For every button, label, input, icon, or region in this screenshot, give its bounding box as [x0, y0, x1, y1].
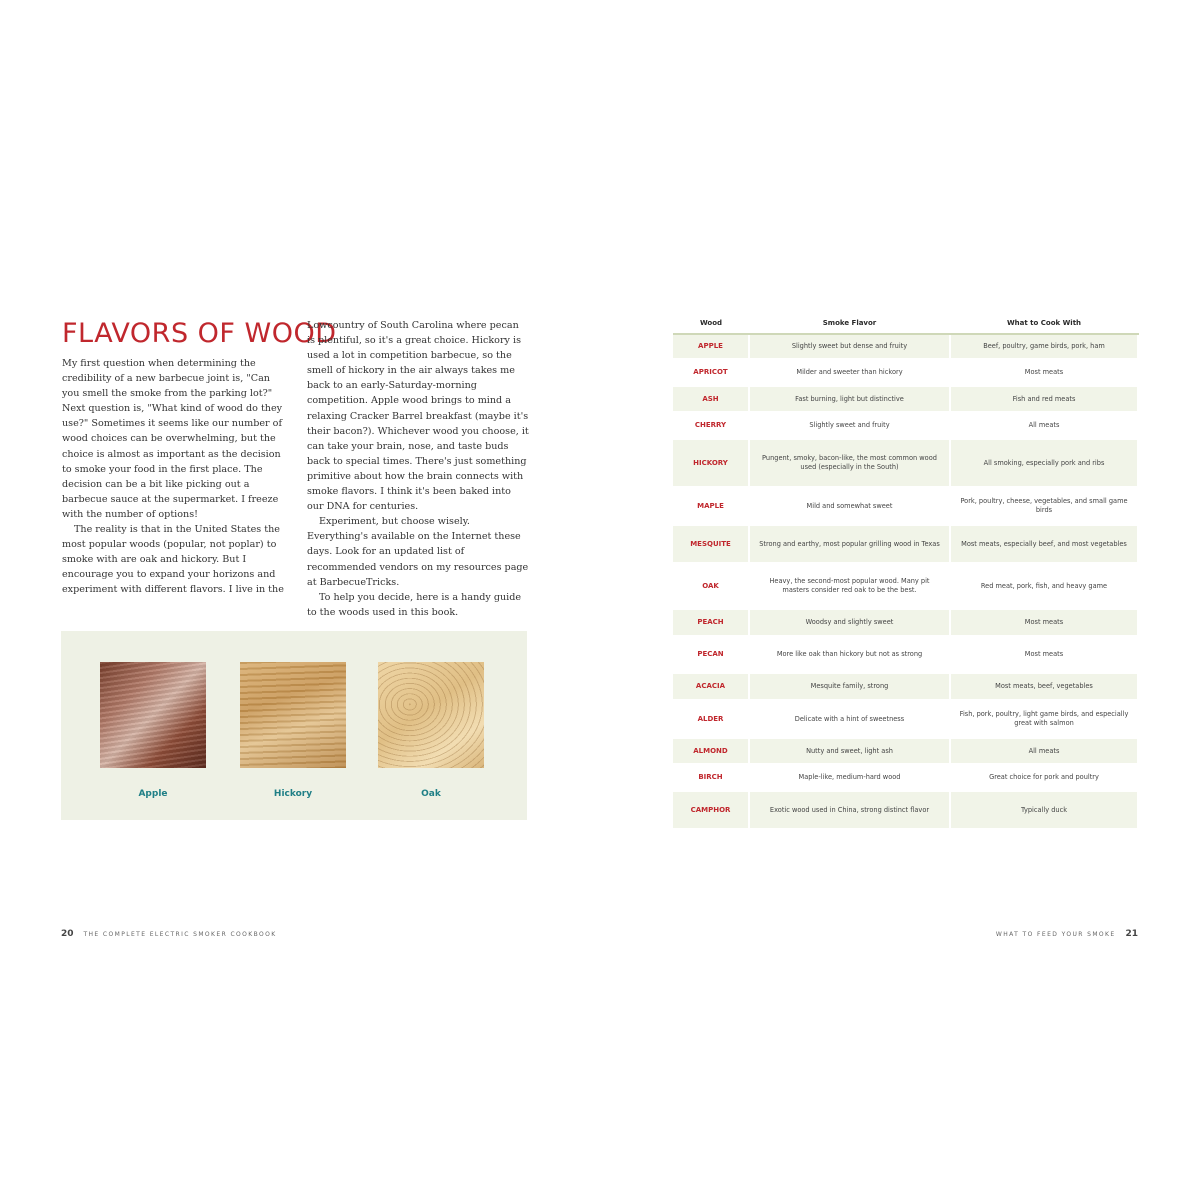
- smoke-flavor: Pungent, smoky, bacon-like, the most common wood used (especially in the South): [749, 439, 950, 487]
- smoke-flavor: Milder and sweeter than hickory: [749, 359, 950, 386]
- table-row: [673, 738, 1138, 764]
- page-title: FLAVORS OF WOOD: [62, 318, 337, 349]
- table-row: [673, 386, 1138, 412]
- sample-label-apple: Apple: [138, 789, 168, 799]
- table-row: [673, 525, 1138, 563]
- body-column-1: [62, 356, 284, 598]
- smoke-flavor: Slightly sweet and fruity: [749, 412, 950, 439]
- table-row: [673, 673, 1138, 700]
- page-number: 21: [1125, 929, 1138, 939]
- cook-with: Most meats: [950, 359, 1138, 386]
- oak-wood-image: [378, 662, 484, 768]
- wood-name: MAPLE: [673, 487, 749, 525]
- table-row: [673, 609, 1138, 636]
- table-row: [673, 563, 1138, 609]
- table-row: [673, 487, 1138, 525]
- apple-wood-image: [100, 662, 206, 768]
- paragraph: My first question when determining the credibility of a new barbecue joint is, "Can you smell the smoke from the parking lot?" Next question is, "What kind of wood do they use?" Sometimes it seems like our number of wood choices can be overwhelming, but the choice is almost as important as the decision to smoke your food in the first place. The decision can be a bit like picking out a barbecue sauce at the supermarket. I freeze with the number of options!: [62, 358, 283, 520]
- cook-with: Most meats: [950, 609, 1138, 636]
- wood-name: PEACH: [673, 609, 749, 636]
- wood-name: ASH: [673, 386, 749, 412]
- paragraph: To help you decide, here is a handy guide to the woods used in this book.: [307, 591, 522, 618]
- paragraph: Lowcountry of South Carolina where pecan is plentiful, so it's a great choice. Hickory is used a lot in competition barbecue, so the smell of hickory in the air always takes me back to an early-Saturday-morning competition. Apple wood brings to mind a relaxing Cracker Barrel breakfast (maybe it's their bacon?). Whichever wood you choose, it can take your brain, nose, and taste buds back to special times. There's just something primitive about how the brain connects with smoke flavors. I think it's been baked into our DNA for centuries.: [307, 320, 529, 513]
- cook-with: All meats: [950, 738, 1138, 764]
- smoke-flavor: Heavy, the second-most popular wood. Many pit masters consider red oak to be the best.: [749, 563, 950, 609]
- table-row: [673, 412, 1138, 439]
- table-row: [673, 636, 1138, 673]
- wood-name: CHERRY: [673, 412, 749, 439]
- smoke-flavor: Exotic wood used in China, strong distinct flavor: [749, 791, 950, 829]
- page-number: 20: [61, 929, 74, 939]
- cook-with: Most meats, beef, vegetables: [950, 673, 1138, 700]
- running-head: WHAT TO FEED YOUR SMOKE: [995, 931, 1116, 938]
- smoke-flavor: Mild and somewhat sweet: [749, 487, 950, 525]
- smoke-flavor: Fast burning, light but distinctive: [749, 386, 950, 412]
- column-header-wood: Wood: [673, 312, 749, 334]
- column-header-cook: What to Cook With: [950, 312, 1138, 334]
- wood-samples-panel: [61, 631, 527, 820]
- wood-name: APRICOT: [673, 359, 749, 386]
- table-header-row: [673, 312, 1138, 334]
- wood-name: HICKORY: [673, 439, 749, 487]
- table-row: [673, 791, 1138, 829]
- cook-with: Red meat, pork, fish, and heavy game: [950, 563, 1138, 609]
- cook-with: Fish, pork, poultry, light game birds, and especially great with salmon: [950, 700, 1138, 738]
- sample-label-hickory: Hickory: [273, 789, 313, 799]
- smoke-flavor: Nutty and sweet, light ash: [749, 738, 950, 764]
- paragraph: The reality is that in the United States the most popular woods (popular, not poplar) to smoke with are oak and hickory. But I encourage you to expand your horizons and experiment with different flavors. I live in the: [62, 524, 284, 596]
- smoke-flavor: Slightly sweet but dense and fruity: [749, 334, 950, 359]
- left-footer: [61, 929, 277, 939]
- cook-with: Most meats: [950, 636, 1138, 673]
- table-row: [673, 334, 1138, 359]
- smoke-flavor: More like oak than hickory but not as strong: [749, 636, 950, 673]
- wood-name: ALMOND: [673, 738, 749, 764]
- cook-with: Pork, poultry, cheese, vegetables, and small game birds: [950, 487, 1138, 525]
- smoke-flavor: Delicate with a hint of sweetness: [749, 700, 950, 738]
- smoke-flavor: Mesquite family, strong: [749, 673, 950, 700]
- smoke-flavor: Maple-like, medium-hard wood: [749, 764, 950, 791]
- table-row: [673, 439, 1138, 487]
- cook-with: Typically duck: [950, 791, 1138, 829]
- wood-name: MESQUITE: [673, 525, 749, 563]
- wood-name: ACACIA: [673, 673, 749, 700]
- running-head: THE COMPLETE ELECTRIC SMOKER COOKBOOK: [83, 931, 277, 938]
- wood-name: ALDER: [673, 700, 749, 738]
- smoke-flavor: Strong and earthy, most popular grilling wood in Texas: [749, 525, 950, 563]
- table-row: [673, 359, 1138, 386]
- wood-name: APPLE: [673, 334, 749, 359]
- table-row: [673, 700, 1138, 738]
- hickory-wood-image: [240, 662, 346, 768]
- paragraph: Experiment, but choose wisely. Everything's available on the Internet these days. Look for an updated list of recommended vendors on my resources page at BarbecueTricks.: [307, 516, 529, 588]
- cook-with: Beef, poultry, game birds, pork, ham: [950, 334, 1138, 359]
- cook-with: All smoking, especially pork and ribs: [950, 439, 1138, 487]
- wood-name: OAK: [673, 563, 749, 609]
- cook-with: All meats: [950, 412, 1138, 439]
- smoke-flavor: Woodsy and slightly sweet: [749, 609, 950, 636]
- cook-with: Great choice for pork and poultry: [950, 764, 1138, 791]
- body-column-2: [307, 318, 529, 620]
- wood-name: PECAN: [673, 636, 749, 673]
- cook-with: Most meats, especially beef, and most vegetables: [950, 525, 1138, 563]
- cook-with: Fish and red meats: [950, 386, 1138, 412]
- wood-flavor-table: [673, 312, 1139, 830]
- wood-name: CAMPHOR: [673, 791, 749, 829]
- wood-name: BIRCH: [673, 764, 749, 791]
- table-row: [673, 764, 1138, 791]
- right-footer: [996, 929, 1138, 939]
- column-header-flavor: Smoke Flavor: [749, 312, 950, 334]
- sample-label-oak: Oak: [421, 789, 441, 799]
